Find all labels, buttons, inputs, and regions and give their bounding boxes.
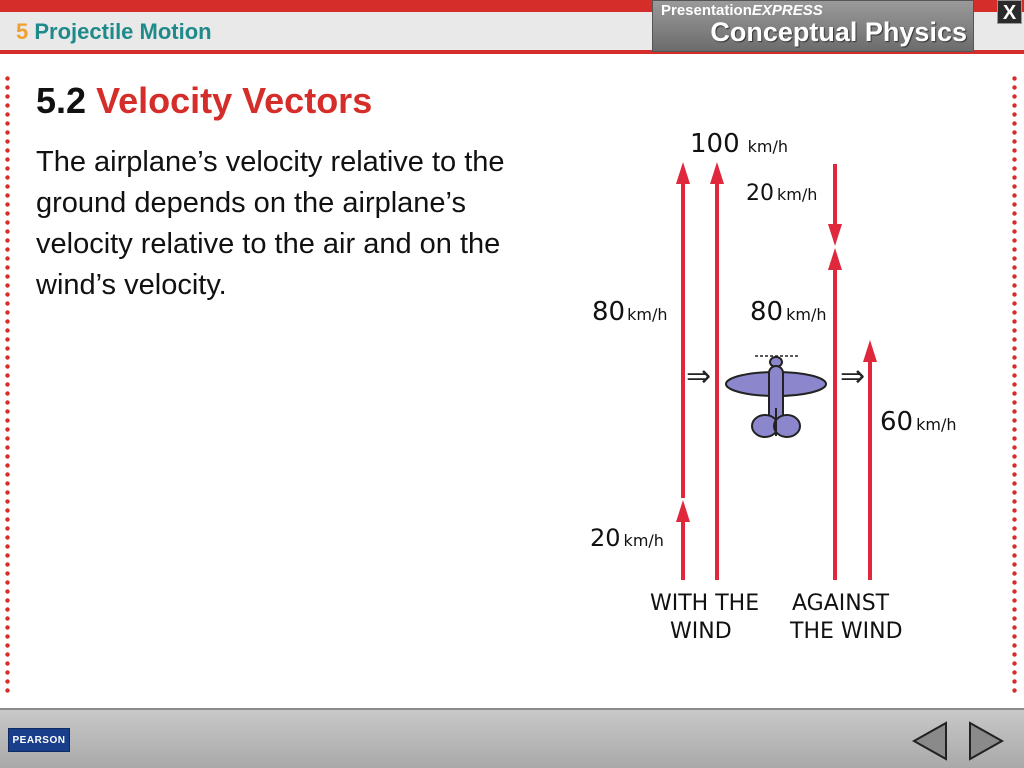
with-wind-caption-line2: WIND	[670, 619, 732, 644]
with-wind-plane-arrowhead	[676, 162, 690, 184]
with-wind-plane-label: 80 km/h	[592, 297, 668, 327]
close-button[interactable]: X	[997, 0, 1022, 24]
against-wind-wind-arrowhead	[828, 224, 842, 246]
section-number: 5.2	[36, 80, 87, 121]
against-wind-caption-line2: THE WIND	[790, 619, 903, 644]
next-slide-button[interactable]	[966, 720, 1006, 762]
wind-marker-right: ⇒	[840, 359, 866, 394]
wind-marker-left: ⇒	[686, 359, 712, 394]
against-wind-plane-arrowhead	[828, 248, 842, 270]
brand-express: EXPRESS	[751, 2, 823, 19]
against-wind-caption-line1: AGAINST	[792, 591, 890, 616]
velocity-vectors-figure	[580, 118, 980, 658]
next-arrow-icon	[970, 723, 1002, 759]
against-wind-plane-label: 80 km/h	[750, 297, 827, 327]
slide-body-text: The airplane’s velocity relative to the ground depends on the airplane’s velocity relative to the air and on the wind’s velocity.	[36, 146, 505, 301]
previous-arrow-icon	[914, 723, 946, 759]
chapter-title: Projectile Motion	[34, 19, 212, 44]
with-wind-wind-arrowhead	[676, 500, 690, 522]
header-bar	[0, 0, 1024, 60]
against-wind-result-label: 60 km/h	[880, 407, 957, 437]
pearson-logo: PEARSON	[8, 728, 70, 752]
brand-prefix: Presentation	[661, 2, 752, 19]
against-wind-wind-label: 20 km/h	[746, 181, 818, 206]
with-wind-result-arrowhead	[710, 162, 724, 184]
airplane-icon	[726, 356, 826, 437]
with-wind-caption-line1: WITH THE	[650, 591, 760, 616]
right-dotted-border	[1012, 74, 1017, 694]
chapter-heading	[16, 19, 212, 45]
with-wind-wind-label: 20 km/h	[590, 524, 664, 552]
brand-product-name: Conceptual Physics	[710, 17, 967, 47]
chapter-number: 5	[16, 19, 29, 44]
brand-logo	[652, 0, 974, 52]
with-wind-result-label: 100 km/h	[690, 129, 789, 159]
footer-bar	[0, 708, 1024, 768]
slide-title	[36, 80, 372, 122]
previous-slide-button[interactable]	[910, 720, 950, 762]
left-dotted-border	[5, 74, 10, 694]
section-title: Velocity Vectors	[96, 80, 373, 121]
